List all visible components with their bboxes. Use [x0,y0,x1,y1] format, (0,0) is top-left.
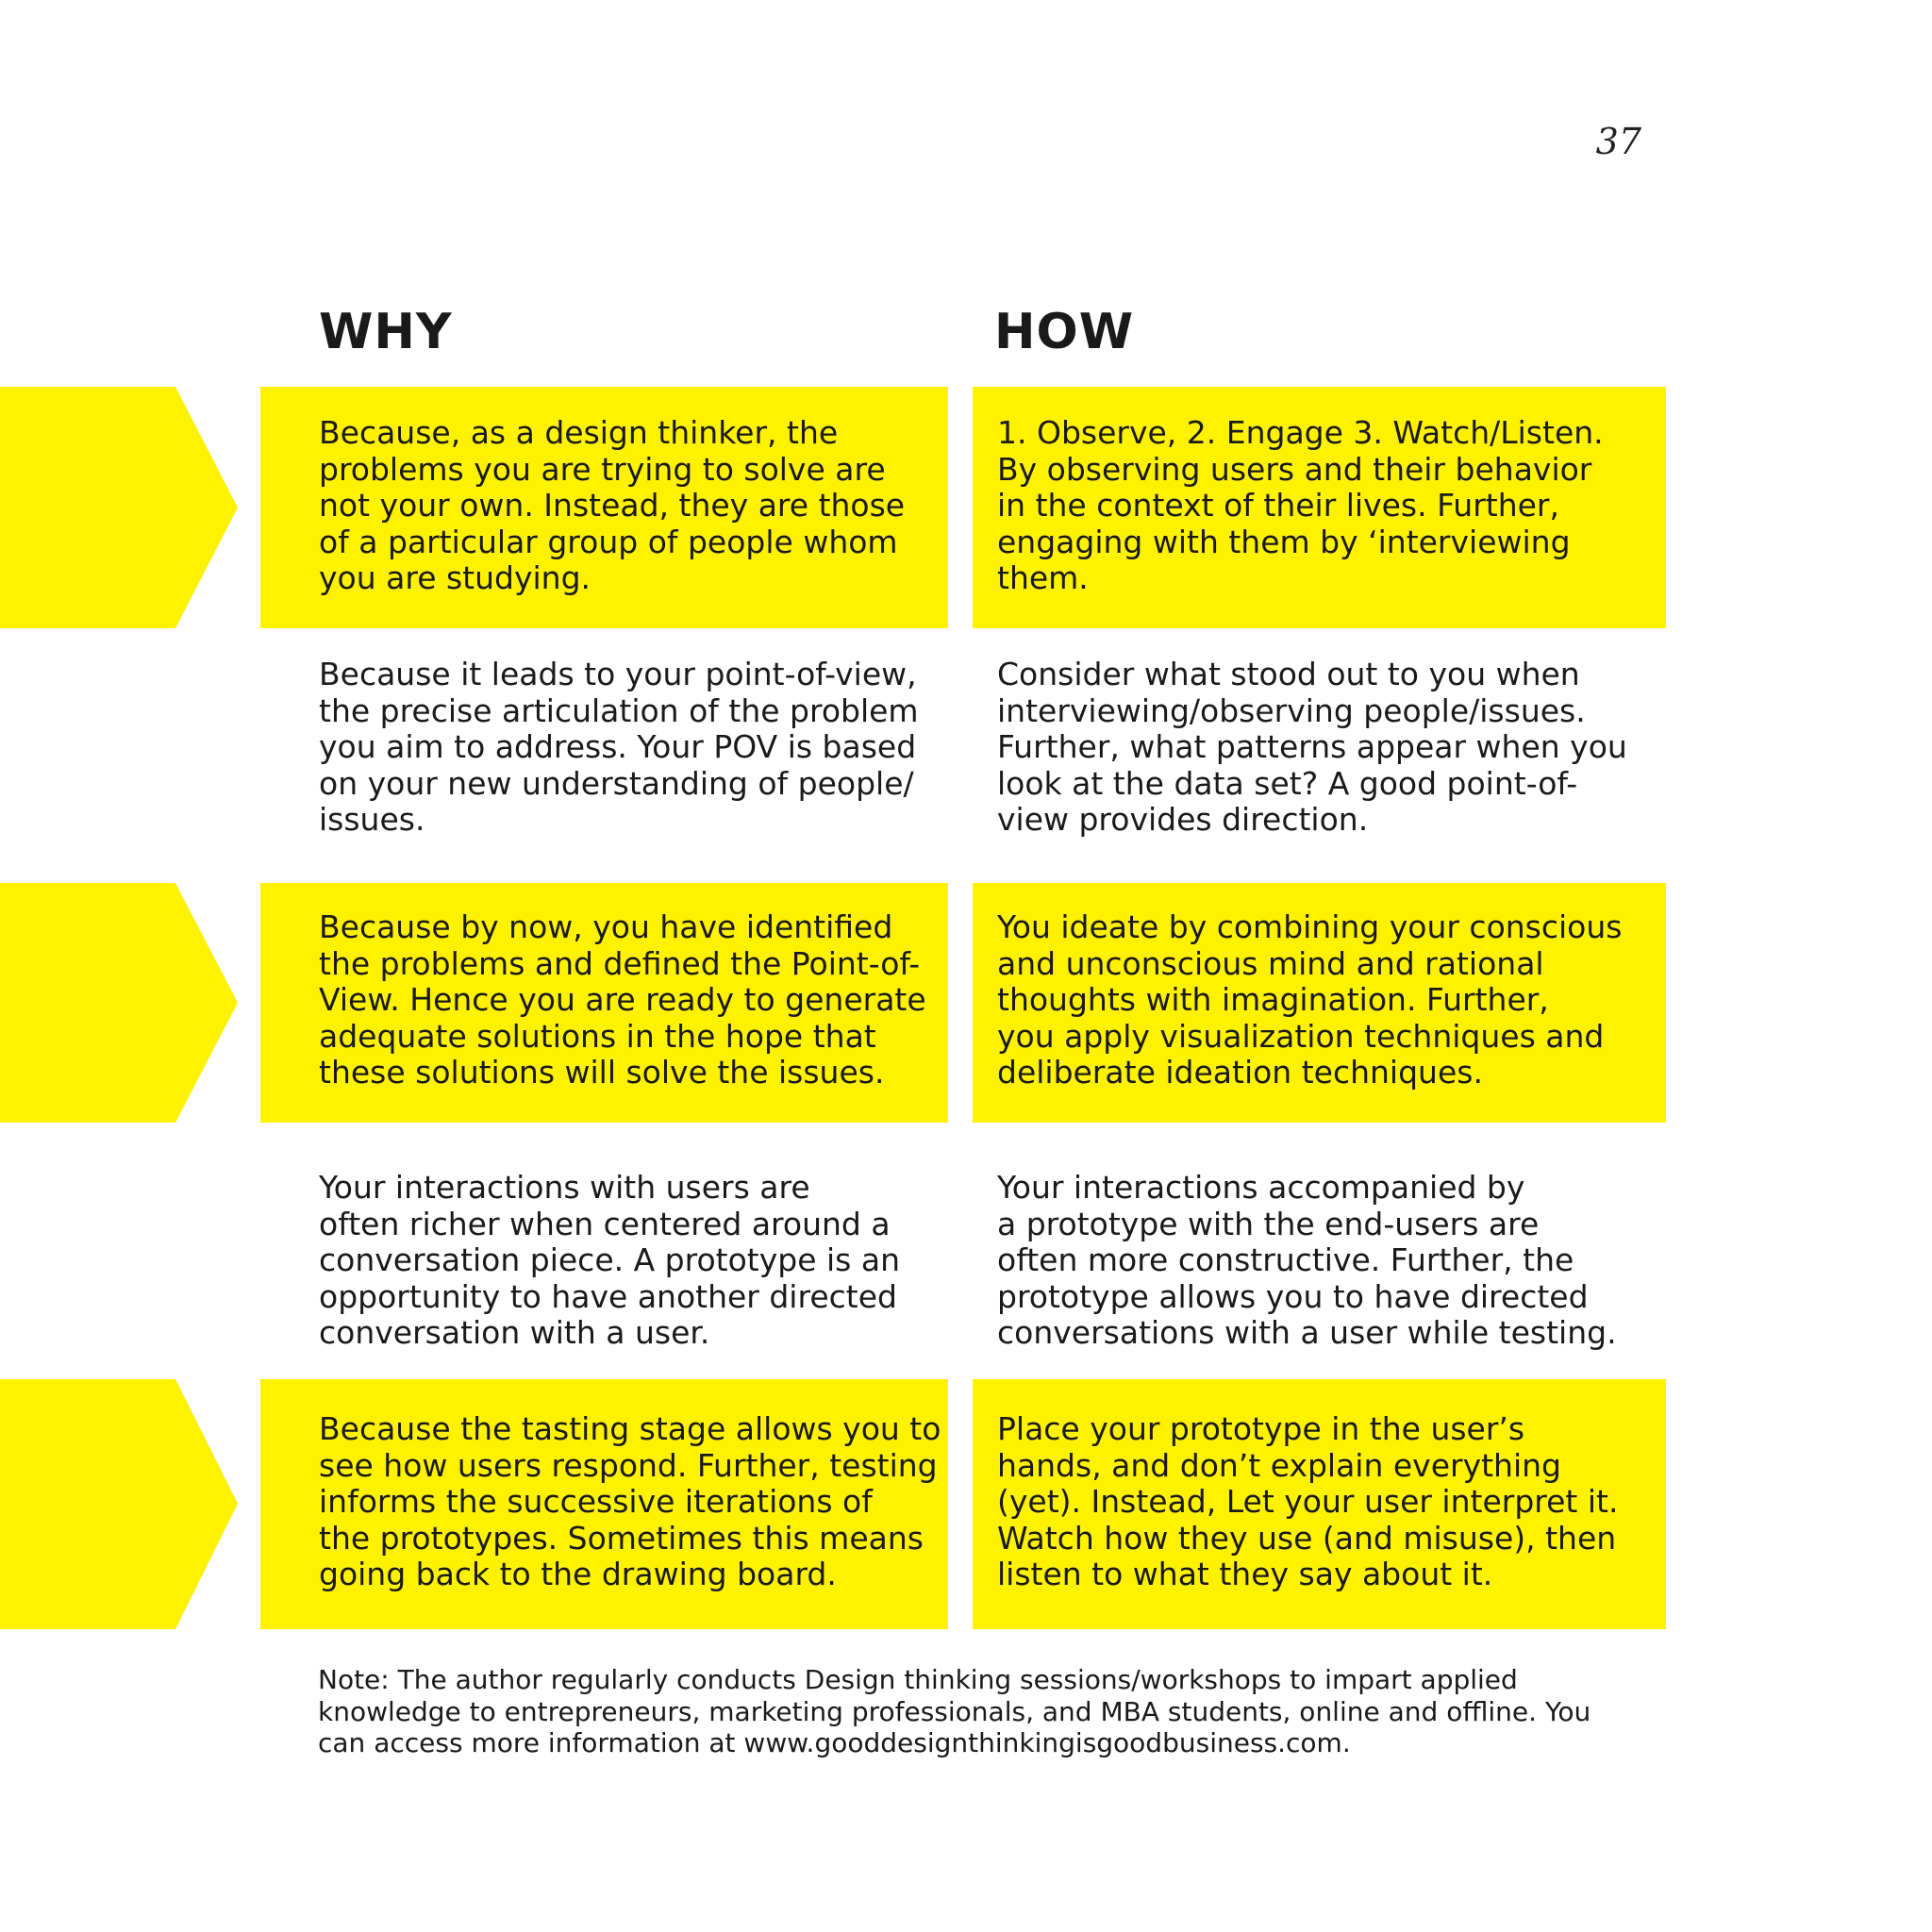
how-text-2: Consider what stood out to you when interviewing/observing people/issues. Further, what patterns appear when you look at the data set? A good point-of- view provides direction. [997,656,1627,838]
footnote: Note: The author regularly conducts Design thinking sessions/workshops to impart applied knowledge to entrepreneurs, marketing professionals, and MBA students, online and offline. You can access more information at www.gooddesignthinkingisgoodbusiness.com. [318,1664,1591,1758]
why-text-5: Because the tasting stage allows you to see how users respond. Further, testing informs the successive iterations of the prototypes. Sometimes this means going back to the drawing board. [319,1410,941,1592]
how-cell-4 [973,1123,1666,1379]
how-text-5: Place your prototype in the user’s hands, and don’t explain everything (yet). Instead, Let your user interpret it. Watch how they use (and misuse), then listen to what they say about it. [997,1410,1619,1592]
why-text-2: Because it leads to your point-of-view, the precise articulation of the problem you aim to address. Your POV is based on your new understanding of people/ issues. [319,656,919,838]
why-text-3: Because by now, you have identified the problems and defined the Point-of- View. Hence you are ready to generate adequate solutions in the hope that these solutions will solve the issues. [319,908,926,1091]
why-cell-3 [260,883,948,1123]
how-cell-2 [973,628,1666,883]
how-cell-3 [973,883,1666,1123]
why-cell-1 [260,387,948,628]
stage-arrow-1 [0,387,238,628]
why-cell-4 [260,1123,948,1379]
how-cell-1 [973,387,1666,628]
stage-arrow-5 [0,1379,238,1629]
why-heading: WHY [319,304,453,360]
page-number: 37 [1595,121,1641,162]
why-text-4: Your interactions with users are often richer when centered around a conversation piece. A prototype is an opportunity to have another directed conversation with a user. [319,1169,900,1351]
why-cell-5 [260,1379,948,1629]
how-cell-5 [973,1379,1666,1629]
how-text-1: 1. Observe, 2. Engage 3. Watch/Listen. By observing users and their behavior in the context of their lives. Further, engaging with them by ‘interviewing them. [997,414,1604,596]
how-text-3: You ideate by combining your conscious and unconscious mind and rational thoughts with imagination. Further, you apply visualization techniques and deliberate ideation techniques. [997,908,1623,1091]
why-cell-2 [260,628,948,883]
how-heading: HOW [994,304,1135,360]
how-text-4: Your interactions accompanied by a prototype with the end-users are often more constructive. Further, the prototype allows you to have directed conversations with a user while testing. [997,1169,1617,1351]
why-text-1: Because, as a design thinker, the problems you are trying to solve are not your own. Instead, they are those of a particular group of people whom you are studying. [319,414,906,596]
stage-arrow-3 [0,883,238,1123]
